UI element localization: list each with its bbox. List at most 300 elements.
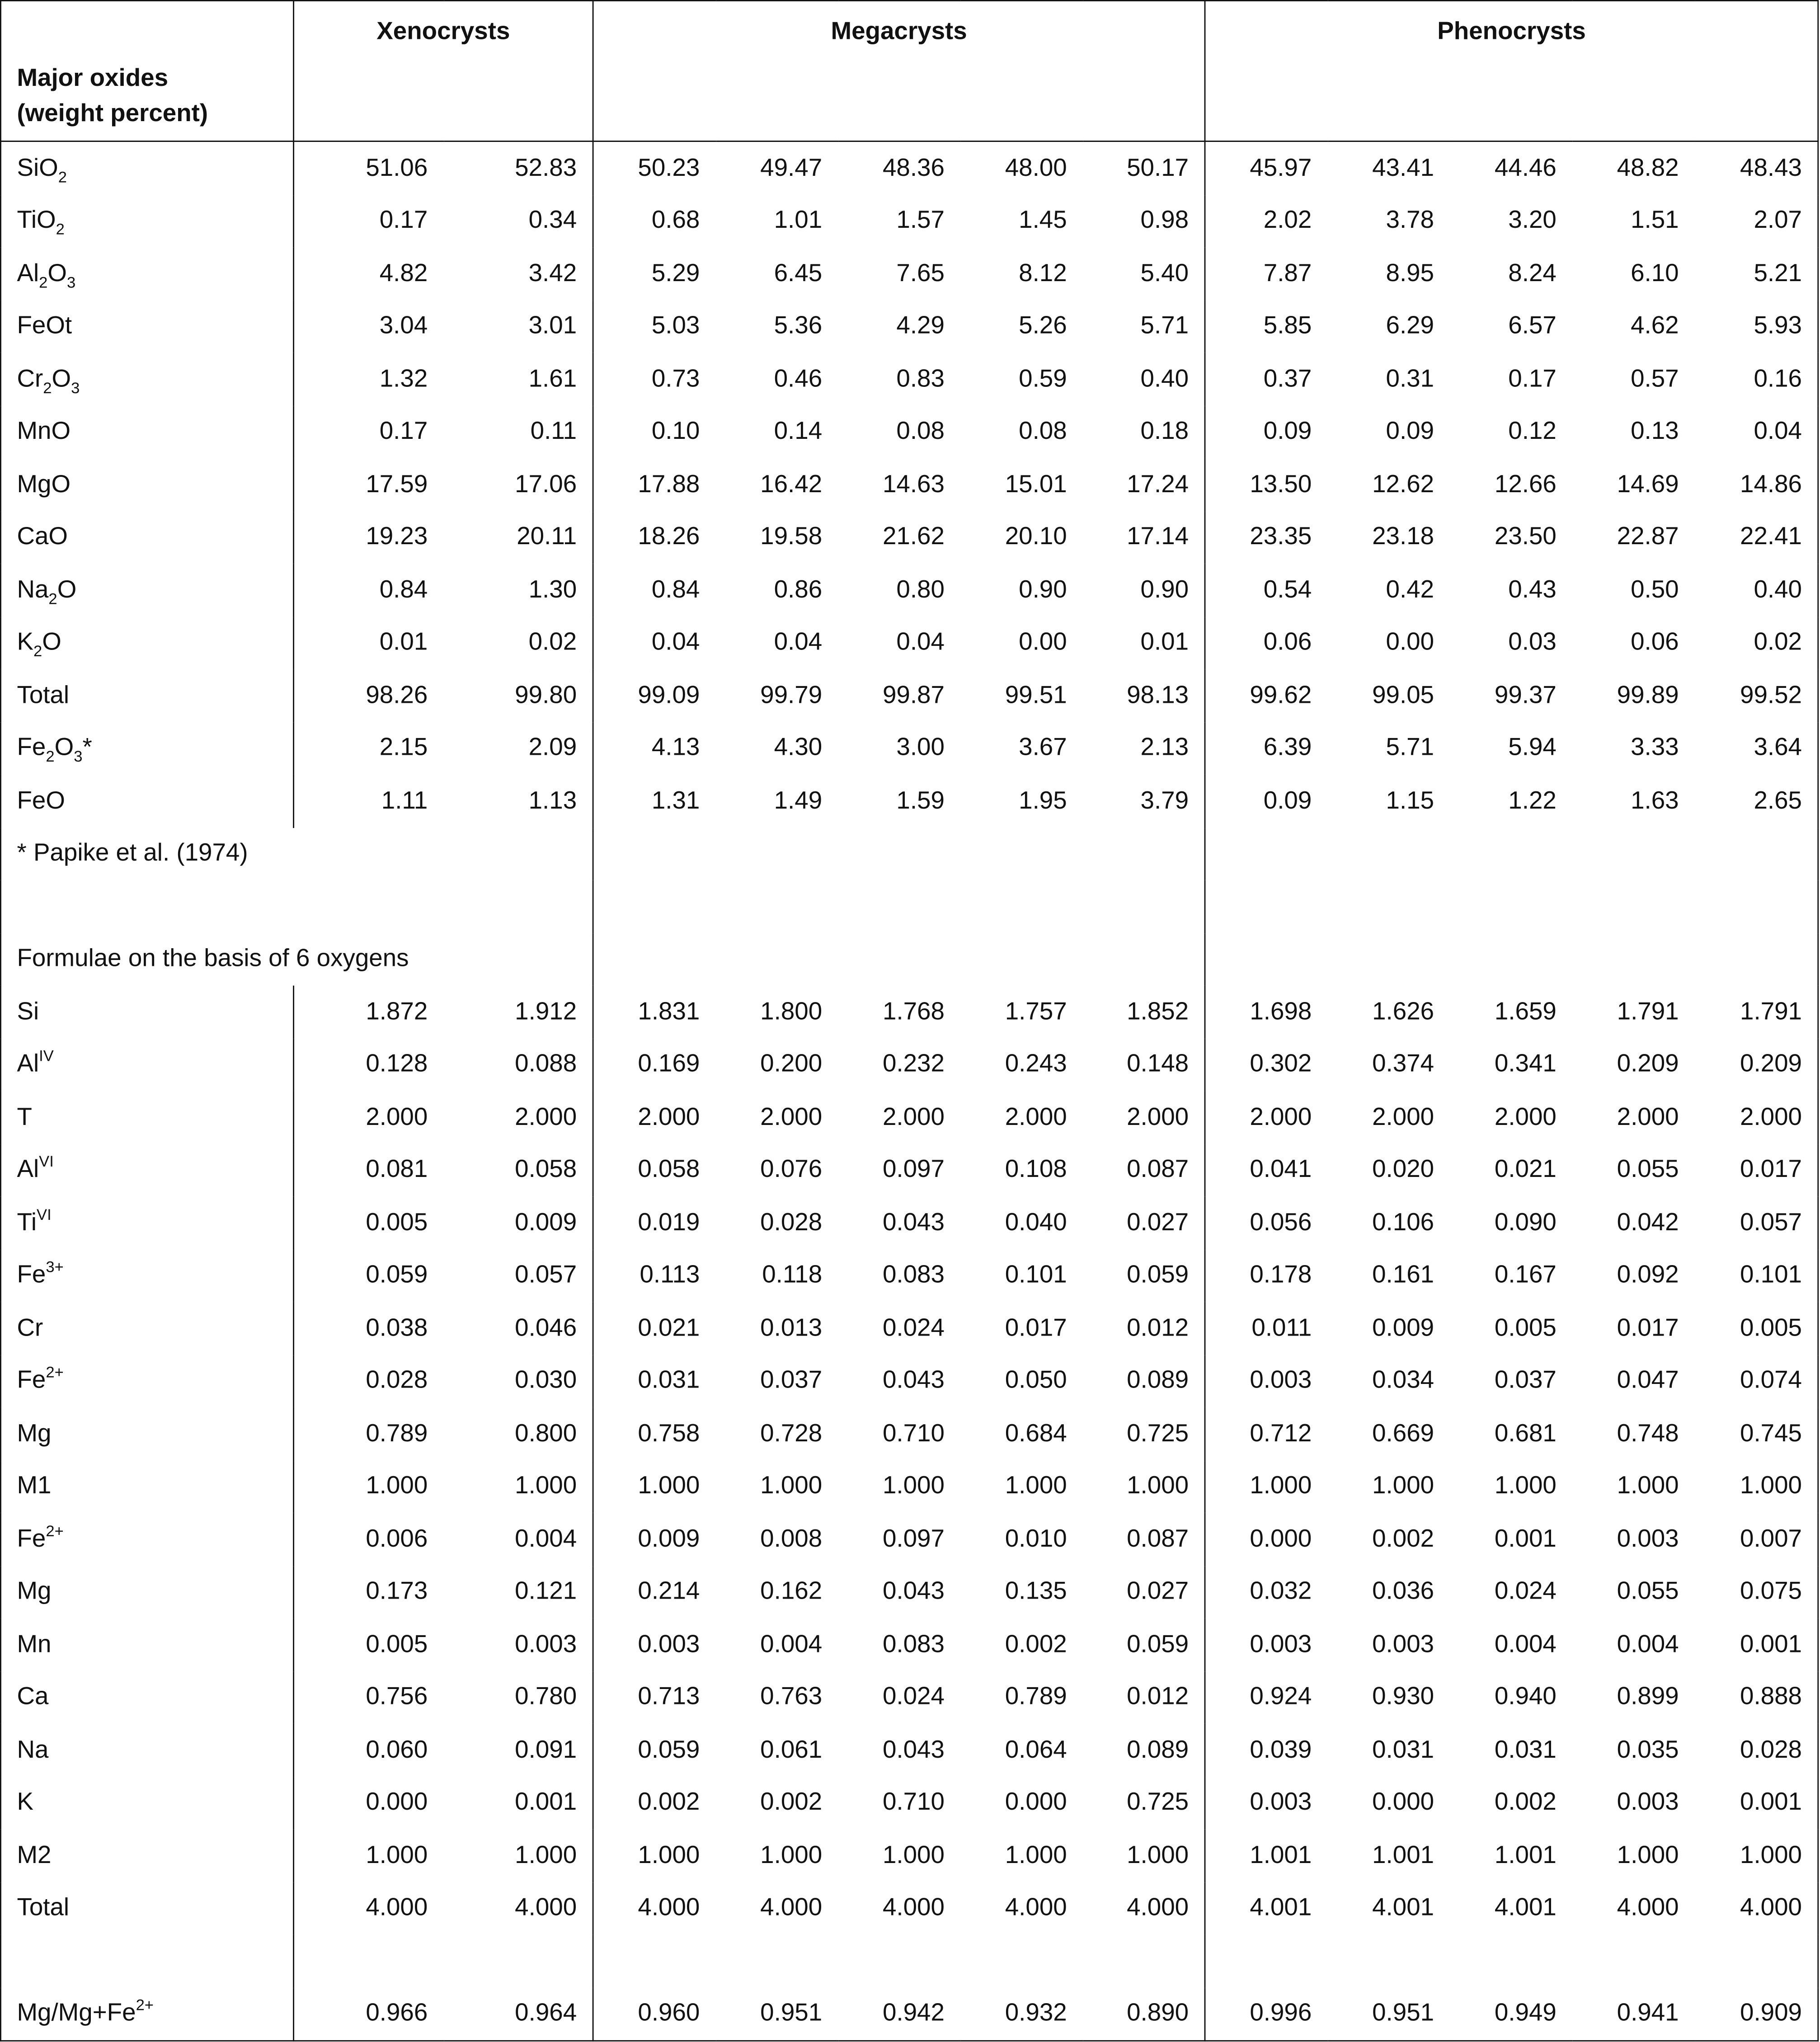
value-cell: 0.000 [1005,1789,1067,1817]
row-label: $Fe^{2+}$ [0,1355,293,1407]
value-cell: 0.745 [1694,1407,1818,1460]
value-cell: 2.000 [1617,1104,1679,1131]
value-cell: 4.001 [1494,1894,1557,1922]
value-cell: 1.000 [638,1473,700,1501]
value-cell: 0.009 [638,1525,700,1553]
value-cell: 0.232 [882,1051,945,1078]
table-row [0,1038,1818,1091]
value-cell: 0.059 [1082,1619,1205,1671]
value-cell: 2.000 [1005,1104,1067,1131]
value-cell: 1.000 [1082,1829,1205,1882]
value-cell: 0.669 [1372,1420,1434,1448]
value-cell: 0.966 [294,1987,443,2041]
value-cell: 0.042 [1617,1209,1679,1237]
row-label: $Fe^{2+}$ [0,1513,293,1566]
value-cell: 0.209 [1617,1051,1679,1078]
value-cell: 0.003 [443,1619,593,1671]
value-cell: 17.88 [638,471,700,499]
value-cell: 48.43 [1694,141,1818,195]
value-cell: 0.930 [1372,1684,1434,1711]
value-cell: 0.09 [1263,418,1312,446]
value-cell: 50.23 [638,155,700,182]
row-label: Mg [0,1407,293,1460]
value-cell: 49.47 [760,155,823,182]
spacer-cell [1205,933,1818,986]
spacer-cell [294,1935,593,1988]
spacer-cell [593,1935,1205,1988]
value-cell: 3.04 [379,313,428,340]
value-cell: 0.004 [1617,1631,1679,1659]
row-label: TiO$_2$ [0,195,293,248]
value-cell: 0.06 [1263,629,1312,657]
value-cell: 0.021 [1494,1156,1557,1184]
value-cell: 0.046 [443,1302,593,1355]
value-cell: 0.089 [1082,1355,1205,1407]
value-cell: 3.01 [443,300,593,353]
value-cell: 2.07 [1694,195,1818,248]
value-cell: 0.035 [1617,1736,1679,1764]
value-cell: 2.13 [1082,722,1205,775]
value-cell: 3.42 [443,247,593,300]
value-cell: 23.50 [1494,523,1557,551]
value-cell: 0.056 [1250,1209,1312,1237]
value-cell: 0.040 [1005,1209,1067,1237]
value-cell: 0.209 [1694,1038,1818,1091]
value-cell: 17.14 [1082,511,1205,564]
value-cell: 0.374 [1372,1051,1434,1078]
value-cell: 99.89 [1617,682,1679,710]
value-cell: 20.10 [1005,523,1067,551]
value-cell: 0.001 [1694,1619,1818,1671]
value-cell: 0.11 [443,405,593,458]
value-cell: 0.004 [1494,1631,1557,1659]
value-cell: 0.101 [1005,1262,1067,1289]
value-cell: 1.000 [760,1842,823,1869]
value-cell: 0.043 [882,1578,945,1606]
value-cell: 0.028 [1694,1724,1818,1777]
value-cell: 0.059 [1082,1249,1205,1302]
value-cell: 0.243 [1005,1051,1067,1078]
spacer-cell [593,828,1205,880]
value-cell: 1.000 [760,1473,823,1501]
value-cell: 0.002 [1005,1631,1067,1659]
value-cell: 0.058 [638,1156,700,1184]
value-cell: 0.083 [882,1262,945,1289]
row-label: $Ti^{VI}$ [0,1196,293,1249]
value-cell: 0.075 [1694,1566,1818,1619]
value-cell: 0.024 [882,1684,945,1711]
value-cell: 3.20 [1508,207,1557,235]
value-cell: 0.42 [1386,576,1434,604]
value-cell: 5.71 [1386,734,1434,762]
value-cell: 99.62 [1250,682,1312,710]
value-cell: 0.003 [1617,1525,1679,1553]
value-cell: 4.000 [760,1894,823,1922]
value-cell: 0.004 [760,1631,823,1659]
value-cell: 3.79 [1082,775,1205,828]
value-cell: 0.003 [1617,1789,1679,1817]
value-cell: 4.62 [1631,313,1679,340]
value-cell: 0.83 [896,365,945,393]
row-label: MnO [0,405,293,458]
value-cell: 5.93 [1694,300,1818,353]
value-cell: 5.71 [1082,300,1205,353]
table-row [0,616,1818,669]
value-cell: 1.51 [1631,207,1679,235]
value-cell: 0.84 [379,576,428,604]
value-cell: 99.09 [638,682,700,710]
value-cell: 2.000 [638,1104,700,1131]
value-cell: 0.960 [593,1987,715,2041]
table-row [0,353,1818,406]
value-cell: 0.84 [651,576,700,604]
value-cell: 0.789 [1005,1684,1067,1711]
value-cell: 23.18 [1372,523,1434,551]
value-cell: 0.001 [1694,1777,1818,1830]
value-cell: 0.17 [1508,365,1557,393]
value-cell: 0.003 [1372,1631,1434,1659]
value-cell: 0.888 [1694,1671,1818,1724]
value-cell: 1.659 [1494,998,1557,1026]
value-cell: 0.964 [443,1987,593,2041]
value-cell: 4.30 [774,734,823,762]
value-cell: 0.004 [443,1513,593,1566]
value-cell: 2.09 [443,722,593,775]
spacer-cell [1205,880,1818,933]
value-cell: 0.37 [1263,365,1312,393]
row-label: MgO [0,458,293,511]
table-row [0,1460,1818,1513]
value-cell: 0.058 [443,1144,593,1197]
value-cell: 0.034 [1372,1367,1434,1395]
table-row [0,1144,1818,1197]
value-cell: 0.087 [1082,1144,1205,1197]
value-cell: 1.11 [381,787,428,815]
value-cell: 1.791 [1694,986,1818,1039]
value-cell: 0.90 [1019,576,1067,604]
row-label: $Fe_2O_3*$ [0,722,293,775]
table-row [0,1249,1818,1302]
value-cell: 0.899 [1617,1684,1679,1711]
value-cell: 0.030 [443,1355,593,1407]
value-cell: 1.45 [1019,207,1067,235]
table-row [0,458,1818,511]
value-cell: 1.000 [366,1842,428,1869]
value-cell: 0.041 [1250,1156,1312,1184]
value-cell: 19.58 [760,523,823,551]
value-cell: 51.06 [366,155,428,182]
value-cell: 0.106 [1372,1209,1434,1237]
value-cell: 0.083 [882,1631,945,1659]
value-cell: 6.45 [774,260,823,287]
value-cell: 0.04 [651,629,700,657]
value-cell: 0.949 [1450,1987,1572,2041]
value-cell: 4.000 [1005,1894,1067,1922]
value-cell: 0.024 [1494,1578,1557,1606]
value-cell: 13.50 [1250,471,1312,499]
value-cell: 19.23 [366,523,428,551]
value-cell: 98.13 [1082,669,1205,722]
row-label: $Al_2O_3$ [0,247,293,300]
value-cell: 0.942 [838,1987,960,2041]
row-label: FeOt [0,300,293,353]
value-cell: 8.95 [1386,260,1434,287]
table-row [0,564,1818,616]
spacer-cell [0,880,593,933]
value-cell: 0.003 [1250,1789,1312,1817]
row-label: CaO [0,511,293,564]
value-cell: 0.050 [1005,1367,1067,1395]
value-cell: 99.80 [443,669,593,722]
value-cell: 1.32 [379,365,428,393]
value-cell: 0.941 [1572,1987,1694,2041]
value-cell: 1.000 [1005,1842,1067,1869]
table-row [0,247,1818,300]
value-cell: 2.000 [1082,1091,1205,1144]
value-cell: 99.05 [1372,682,1434,710]
value-cell: 0.763 [760,1684,823,1711]
value-cell: 0.04 [896,629,945,657]
value-cell: 0.728 [760,1420,823,1448]
spacer-cell [593,880,1205,933]
value-cell: 0.09 [1386,418,1434,446]
row-label: Cr [0,1302,293,1355]
value-cell: 0.00 [1019,629,1067,657]
value-cell: 8.24 [1508,260,1557,287]
value-cell: 0.027 [1082,1566,1205,1619]
value-cell: 0.055 [1617,1156,1679,1184]
value-cell: 1.22 [1508,787,1557,815]
value-cell: 0.800 [443,1407,593,1460]
value-cell: 1.872 [366,998,428,1026]
table-row [0,195,1818,248]
value-cell: 3.33 [1631,734,1679,762]
table-row [0,1302,1818,1355]
value-cell: 2.65 [1694,775,1818,828]
table-row [0,1777,1818,1830]
value-cell: 1.852 [1082,986,1205,1039]
value-cell: 0.40 [1694,564,1818,616]
value-cell: 0.031 [638,1367,700,1395]
table-row [0,775,1818,828]
value-cell: 0.043 [882,1367,945,1395]
value-cell: 0.951 [715,1987,838,2041]
value-cell: 1.001 [1494,1842,1557,1869]
value-cell: 0.097 [882,1525,945,1553]
value-cell: 0.200 [760,1051,823,1078]
value-cell: 17.59 [366,471,428,499]
table-row [0,669,1818,722]
value-cell: 1.95 [1019,787,1067,815]
value-cell: 0.000 [366,1789,428,1817]
value-cell: 0.076 [760,1156,823,1184]
value-cell: 0.059 [638,1736,700,1764]
value-cell: 4.000 [638,1894,700,1922]
row-label: K [0,1777,293,1830]
value-cell: 1.000 [1494,1473,1557,1501]
value-cell: 0.043 [882,1209,945,1237]
value-cell: 0.148 [1082,1038,1205,1091]
value-cell: 14.63 [882,471,945,499]
value-cell: 5.26 [1019,313,1067,340]
value-cell: 5.21 [1694,247,1818,300]
value-cell: 0.04 [1694,405,1818,458]
value-cell: 48.36 [882,155,945,182]
value-cell: 0.59 [1019,365,1067,393]
value-cell: 0.092 [1617,1262,1679,1289]
value-cell: 0.14 [774,418,823,446]
footnote: * Papike et al. (1974) [0,828,593,880]
value-cell: 1.791 [1617,998,1679,1026]
value-cell: 99.51 [1005,682,1067,710]
row-label: $Na_2O$ [0,564,293,616]
value-cell: 98.26 [366,682,428,710]
value-cell: 0.007 [1694,1513,1818,1566]
spacer-cell [1205,828,1818,880]
spacer-cell [1205,1935,1818,1988]
value-cell: 4.001 [1250,1894,1312,1922]
row-label: Ca [0,1671,293,1724]
value-cell: 0.002 [1372,1525,1434,1553]
table-row [0,1513,1818,1566]
value-cell: 0.002 [1494,1789,1557,1817]
value-cell: 0.57 [1631,365,1679,393]
value-cell: 0.028 [366,1367,428,1395]
table-row [0,722,1818,775]
value-cell: 4.000 [443,1882,593,1935]
value-cell: 0.024 [882,1314,945,1342]
value-cell: 6.39 [1263,734,1312,762]
formula-heading-row [0,933,1818,986]
value-cell: 0.40 [1082,353,1205,406]
value-cell: 1.912 [443,986,593,1039]
spacer-cell [0,1935,293,1988]
value-cell: 6.29 [1386,313,1434,340]
value-cell: 0.302 [1250,1051,1312,1078]
value-cell: 0.169 [638,1051,700,1078]
value-cell: 2.02 [1263,207,1312,235]
value-cell: 0.031 [1372,1736,1434,1764]
value-cell: 0.50 [1631,576,1679,604]
table-row [0,405,1818,458]
value-cell: 0.121 [443,1566,593,1619]
value-cell: 0.909 [1694,1987,1818,2041]
value-cell: 5.85 [1263,313,1312,340]
value-cell: 0.055 [1617,1578,1679,1606]
value-cell: 0.712 [1250,1420,1312,1448]
value-cell: 0.009 [443,1196,593,1249]
value-cell: 0.681 [1494,1420,1557,1448]
row-label: Si [0,986,293,1039]
value-cell: 0.04 [774,629,823,657]
value-cell: 1.768 [882,998,945,1026]
value-cell: 0.002 [760,1789,823,1817]
value-cell: 0.043 [882,1736,945,1764]
value-cell: 1.15 [1386,787,1434,815]
value-cell: 0.951 [1327,1987,1450,2041]
value-cell: 8.12 [1019,260,1067,287]
value-cell: 23.35 [1250,523,1312,551]
table-row [0,141,1818,195]
value-cell: 0.46 [774,365,823,393]
row-label: $K_2O$ [0,616,293,669]
value-cell: 4.82 [379,260,428,287]
value-cell: 0.996 [1205,1987,1327,2041]
value-cell: 1.831 [638,998,700,1026]
table-row [0,300,1818,353]
value-cell: 99.52 [1694,669,1818,722]
row-label: Mg [0,1566,293,1619]
table-row [0,1724,1818,1777]
value-cell: 0.09 [1263,787,1312,815]
value-cell: 2.000 [882,1104,945,1131]
value-cell: 4.29 [896,313,945,340]
major-oxides-header: Major oxides (weight percent) [0,0,293,141]
value-cell: 0.86 [774,576,823,604]
value-cell: 0.113 [640,1262,700,1289]
value-cell: 0.005 [366,1209,428,1237]
table-row [0,1671,1818,1724]
value-cell: 1.000 [1617,1473,1679,1501]
value-cell: 1.000 [366,1473,428,1501]
value-cell: 4.000 [1617,1894,1679,1922]
value-cell: 1.59 [896,787,945,815]
value-cell: 4.000 [882,1894,945,1922]
value-cell: 1.626 [1372,998,1434,1026]
value-cell: 43.41 [1372,155,1434,182]
value-cell: 0.214 [638,1578,700,1606]
value-cell: 45.97 [1250,155,1312,182]
value-cell: 0.128 [366,1051,428,1078]
row-label: SiO$_2$ [0,141,293,195]
value-cell: 2.000 [760,1104,823,1131]
value-cell: 1.001 [1372,1842,1434,1869]
value-cell: 0.710 [882,1420,945,1448]
value-cell: 0.789 [366,1420,428,1448]
value-cell: 0.074 [1694,1355,1818,1407]
value-cell: 2.000 [1372,1104,1434,1131]
value-cell: 0.010 [1005,1525,1067,1553]
value-cell: 48.00 [1005,155,1067,182]
spacer-row [0,1935,1818,1988]
value-cell: 1.31 [651,787,700,815]
value-cell: 0.036 [1372,1578,1434,1606]
value-cell: 0.713 [638,1684,700,1711]
row-label: $Mg/Mg+Fe^{2+}$ [0,1987,293,2041]
value-cell: 14.69 [1617,471,1679,499]
table-row [0,1882,1818,1935]
value-cell: 0.932 [960,1987,1082,2041]
value-cell: 0.748 [1617,1420,1679,1448]
row-label: $Al^{IV}$ [0,1038,293,1091]
value-cell: 4.001 [1372,1894,1434,1922]
value-cell: 0.097 [882,1156,945,1184]
value-cell: 0.161 [1372,1262,1434,1289]
value-cell: 48.82 [1617,155,1679,182]
table-row [0,1196,1818,1249]
value-cell: 0.178 [1250,1262,1312,1289]
value-cell: 0.43 [1508,576,1557,604]
value-cell: 0.019 [638,1209,700,1237]
value-cell: 0.032 [1250,1578,1312,1606]
value-cell: 0.031 [1494,1736,1557,1764]
row-label: $Al^{VI}$ [0,1144,293,1197]
value-cell: 0.000 [1250,1525,1312,1553]
value-cell: 17.24 [1082,458,1205,511]
value-cell: 0.02 [443,616,593,669]
group-header-megacrysts: Megacrysts [593,0,1205,141]
value-cell: 1.30 [443,564,593,616]
